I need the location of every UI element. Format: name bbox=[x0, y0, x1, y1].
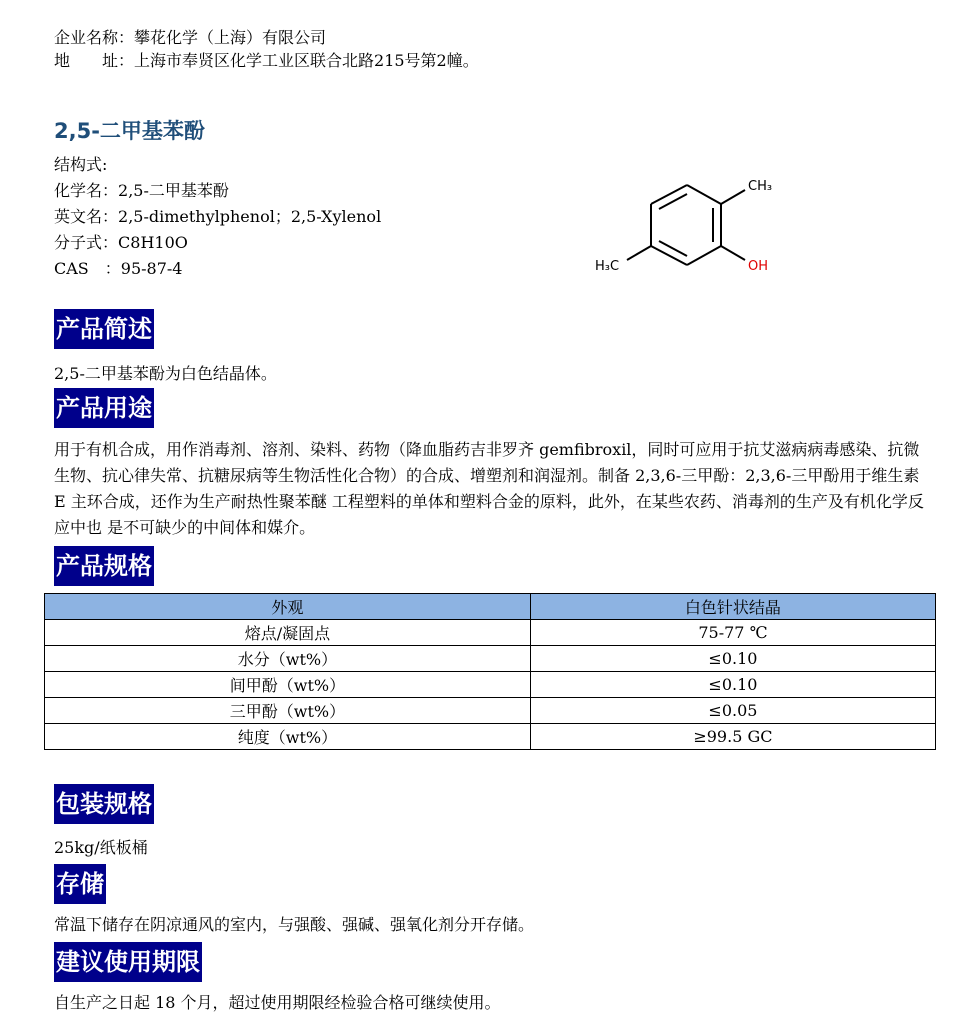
product-title: 2,5-二甲基苯酚 bbox=[54, 119, 205, 143]
spec-item: 水分（wt%） bbox=[45, 646, 531, 672]
section-storage-title: 存储 bbox=[54, 864, 106, 904]
usage-text: 用于有机合成，用作消毒剂、溶剂、染料、药物（降血脂药吉非罗齐 gemfibroxil，同时可应用于抗艾滋病病毒感染、抗微生物、抗心律失常、抗糖尿病等生物活性化合物）的合成、增塑剂和润湿剂。制备 2,3,6-三甲酚：2,3,6-三甲酚用于维生素 E 主环合成，还作为生产耐热性聚苯醚 工程塑料的单体和塑料合金的原料，此外，在某些农药、消毒剂的生产及有机化学反应中也 是不可缺少的中间体和媒介。 bbox=[54, 440, 924, 537]
spec-header-value: 白色针状结晶 bbox=[530, 594, 935, 620]
spec-item: 三甲酚（wt%） bbox=[45, 698, 531, 724]
spec-value: ≤0.05 bbox=[530, 698, 935, 724]
en-name: 2,5-dimethylphenol；2,5-Xylenol bbox=[118, 207, 382, 226]
table-row bbox=[45, 724, 936, 750]
chem-name-line bbox=[54, 181, 229, 201]
section-shelf-life-title: 建议使用期限 bbox=[54, 942, 202, 982]
company-address-line bbox=[54, 51, 479, 71]
overview-text: 2,5-二甲基苯酚为白色结晶体。 bbox=[54, 364, 277, 383]
spec-value: ≥99.5 GC bbox=[530, 724, 935, 750]
spec-table-header bbox=[45, 594, 936, 620]
structure-label: 结构式: bbox=[54, 155, 108, 174]
section-packaging-title: 包装规格 bbox=[54, 784, 154, 824]
en-name-label: 英文名： bbox=[54, 207, 119, 226]
storage-text: 常温下储存在阴凉通风的室内，与强酸、强碱、强氧化剂分开存储。 bbox=[54, 915, 535, 934]
en-name-line bbox=[54, 207, 381, 227]
benzene-ring bbox=[627, 185, 745, 265]
spec-item: 间甲酚（wt%） bbox=[45, 672, 531, 698]
spec-value: ≤0.10 bbox=[530, 672, 935, 698]
spec-value: ≤0.10 bbox=[530, 646, 935, 672]
formula-line bbox=[54, 233, 188, 253]
structure-formula-drawing bbox=[585, 170, 795, 280]
table-row bbox=[45, 646, 936, 672]
spec-header-item: 外观 bbox=[45, 594, 531, 620]
company-name: 攀花化学（上海）有限公司 bbox=[134, 28, 327, 47]
h3c-label: H₃C bbox=[595, 259, 620, 274]
cas-number: 95-87-4 bbox=[120, 259, 183, 278]
table-row bbox=[45, 620, 936, 646]
company-address: 上海市奉贤区化学工业区联合北路215号第2幢。 bbox=[134, 51, 479, 70]
spec-item: 纯度（wt%） bbox=[45, 724, 531, 750]
spec-value: 75-77 ℃ bbox=[530, 620, 935, 646]
chem-name-label: 化学名： bbox=[54, 181, 119, 200]
cas-label: CAS ： bbox=[54, 259, 121, 278]
section-usage-title: 产品用途 bbox=[54, 388, 154, 428]
section-spec-title: 产品规格 bbox=[54, 546, 154, 586]
packaging-text: 25kg/纸板桶 bbox=[54, 838, 148, 857]
cas-line bbox=[54, 259, 182, 279]
shelf-life-text: 自生产之日起 18 个月，超过使用期限经检验合格可继续使用。 bbox=[54, 993, 501, 1012]
spec-table bbox=[44, 593, 936, 750]
section-overview-title: 产品简述 bbox=[54, 309, 154, 349]
formula: C8H10O bbox=[118, 233, 188, 252]
formula-label: 分子式： bbox=[54, 233, 119, 252]
oh-label: OH bbox=[748, 259, 769, 274]
table-row bbox=[45, 698, 936, 724]
chem-name: 2,5-二甲基苯酚 bbox=[118, 181, 229, 200]
company-name-line bbox=[54, 28, 326, 48]
company-name-label: 企业名称： bbox=[54, 28, 135, 47]
ch3-label: CH₃ bbox=[748, 179, 773, 194]
spec-item: 熔点/凝固点 bbox=[45, 620, 531, 646]
company-address-label: 地 址： bbox=[54, 51, 135, 70]
table-row bbox=[45, 672, 936, 698]
